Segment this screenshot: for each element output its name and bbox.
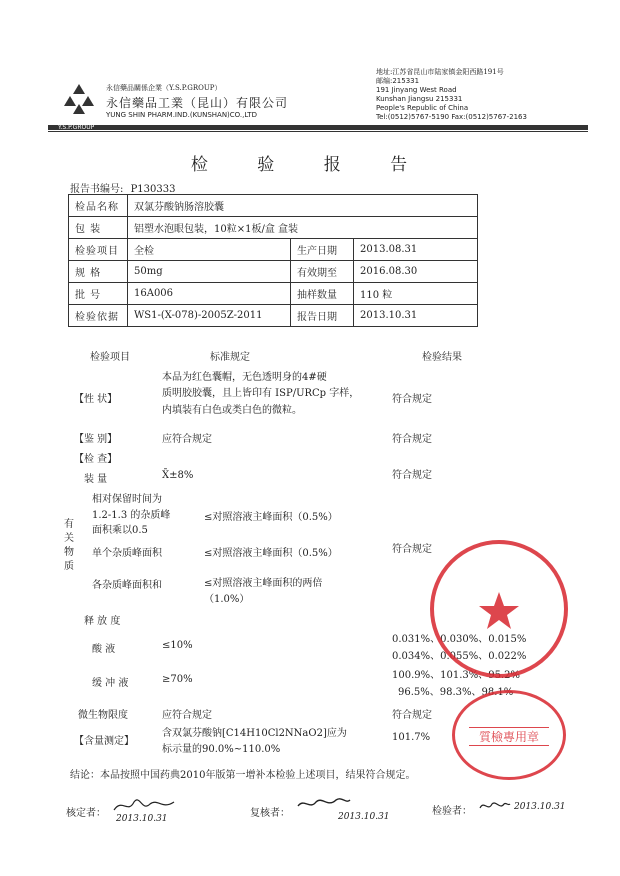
conclusion: 结论：本品按照中国药典2010年版第一增补本检验上述项目，结果符合规定。 [70,770,416,781]
company-logo [60,82,98,120]
table-row [69,195,478,217]
batch-value: 16A006 [128,283,291,305]
sample-qty-label: 抽样数量 [291,283,354,305]
buffer-item: 缓 冲 液 [92,678,129,689]
acid-std: ≤10% [162,640,193,651]
appearance-std3: 内填装有白色或类白色的微粒。 [162,405,302,416]
table-row [69,239,478,261]
rrt-item-line3: 面积乘以0.5 [92,525,148,536]
content-uniformity-item: 装 量 [84,474,108,485]
table-row [69,305,478,327]
appearance-std1: 本品为红色囊帽，无色透明身的4#硬 [162,372,327,383]
content-uniformity-result: 符合规定 [392,470,432,481]
examination-item: 【检 查】 [74,454,118,465]
group-line: 永信藥品關係企業（Y.S.P.GROUP） [106,84,222,92]
acid-result-line2: 0.034%、0.055%、0.022% [392,651,527,662]
acid-item: 酸 液 [92,644,116,655]
single-impurity-item: 单个杂质峰面积 [92,548,162,559]
package-label: 包 装 [69,217,128,239]
inspector-signature [478,798,512,818]
release-item: 释 放 度 [84,616,121,627]
approver-label: 核定者： [66,808,106,819]
info-table [68,194,478,327]
identification-std: 应符合规定 [162,434,212,445]
buffer-std: ≥70% [162,674,193,685]
product-label: 检品名称 [69,195,128,217]
expiry-label: 有效期至 [291,261,354,283]
address-en-line3: People's Republic of China [376,104,469,112]
total-impurity-item: 各杂质峰面积和 [92,580,162,591]
inspection-type-value: 全检 [128,239,291,261]
table-row [69,283,478,305]
reviewer-date: 2013.10.31 [338,812,390,822]
total-impurity-std1: ≤对照溶液主峰面积的两倍 [204,578,323,589]
production-date-label: 生产日期 [291,239,354,261]
postcode-zh: 邮编:215331 [376,77,420,85]
spec-value: 50mg [128,261,291,283]
expiry-value: 2016.08.30 [354,261,478,283]
address-zh: 地址:江苏省昆山市陆家镇金阳西路191号 [376,68,504,76]
report-date-label: 报告日期 [291,305,354,327]
product-value: 双氯芬酸钠肠溶胶囊 [128,195,478,217]
single-impurity-result: 符合规定 [392,544,432,555]
address-block [376,68,527,122]
spec-label: 规 格 [69,261,128,283]
assay-std1: 含双氯芬酸钠[C14H10Cl2NNaO2]应为 [162,728,347,739]
sample-qty-value: 110 粒 [354,283,478,305]
production-date-value: 2013.08.31 [354,239,478,261]
buffer-result-line2: 96.5%、98.3%、98.1% [398,687,514,698]
microbial-std: 应符合规定 [162,710,212,721]
content-uniformity-std: X̄±8% [162,470,194,481]
assay-result: 101.7% [392,732,431,743]
basis-label: 检验依据 [69,305,128,327]
microbial-item: 微生物限度 [78,710,128,721]
substances-group-label: 有关物质 [64,519,74,572]
assay-std2: 标示量的90.0%~110.0% [162,744,281,755]
identification-result: 符合规定 [392,434,432,445]
logo-text: Y.S.P.GROUP [58,124,95,131]
page-title: 检 验 报 告 [190,155,430,175]
buffer-result-line1: 100.9%、101.3%、95.2% [392,670,521,681]
total-impurity-std2: （1.0%） [204,594,250,605]
table-row [69,261,478,283]
appearance-std2: 质明胶胶囊，且上皆印有 ISP/URCp 字样， [162,388,360,399]
single-impurity-std: ≤对照溶液主峰面积（0.5%） [204,548,338,559]
identification-item: 【鉴 别】 [74,434,118,445]
rrt-item-line2: 1.2-1.3 的杂质峰 [92,510,171,521]
report-no-value: P130333 [130,184,176,195]
package-value: 铝塑水泡眼包装，10粒×1板/盒 盒装 [128,217,478,239]
inspector-label: 检验者： [432,806,472,817]
rrt-item-line1: 相对保留时间为 [92,494,162,505]
column-standard: 标准规定 [210,352,250,363]
report-no [70,180,175,195]
appearance-result: 符合规定 [392,394,432,405]
report-no-label: 报告书编号: [70,184,124,195]
table-row [69,217,478,239]
reviewer-label: 复核者： [250,808,290,819]
report-date-value: 2013.10.31 [354,305,478,327]
inspector-date: 2013.10.31 [514,802,566,812]
inspection-type-label: 检验项目 [69,239,128,261]
company-name-zh: 永信藥品工業（昆山）有限公司 [106,96,289,110]
rrt-std: ≤对照溶液主峰面积（0.5%） [204,512,338,523]
red-seal-stamp [430,540,568,678]
header-rule-thin [48,131,588,132]
header-rule [48,125,588,130]
microbial-result: 符合规定 [392,710,432,721]
tel-fax: Tel:(0512)5767-5190 Fax:(0512)5767-2163 [376,113,527,121]
basis-value: WS1-(X-078)-2005Z-2011 [128,305,291,327]
acid-result-line1: 0.031%、0.030%、0.015% [392,634,527,645]
batch-label: 批 号 [69,283,128,305]
address-en-line1: 191 Jinyang West Road [376,86,457,94]
column-item: 检验项目 [90,352,130,363]
company-name-en: YUNG SHIN PHARM.IND.(KUNSHAN)CO.,LTD [106,111,257,119]
address-en-line2: Kunshan Jiangsu 215331 [376,95,463,103]
assay-item: 【含量测定】 [74,736,134,747]
approver-date: 2013.10.31 [116,814,168,824]
red-oval-stamp: 質檢專用章 [452,690,566,780]
appearance-item: 【性 状】 [74,394,118,405]
column-result: 检验结果 [422,352,462,363]
